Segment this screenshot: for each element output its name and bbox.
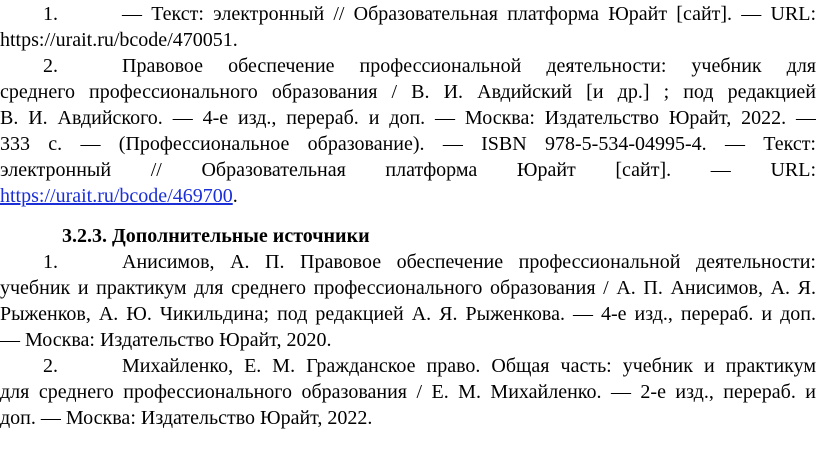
source-item-2-line-6 — [0, 183, 816, 209]
source-item-number: 1. — [43, 3, 58, 25]
additional-item-1-line-1 — [0, 249, 816, 275]
source-link-trailing: . — [232, 185, 238, 207]
additional-item-text: Анисимов, А. П. Правовое обеспечение профессиональной деятельности: — [122, 251, 816, 273]
source-item-1-line-2: https://urait.ru/bcode/470051. — [0, 29, 238, 51]
additional-item-text: Михайленко, Е. М. Гражданское право. Общая часть: учебник и практикум — [122, 355, 816, 377]
source-link[interactable]: https://urait.ru/bcode/469700 — [0, 185, 233, 207]
source-item-2-line-4: 333 с. — (Профессиональное образование). — ISBN 978-5-534-04995-4. — Текст: — [0, 133, 816, 155]
additional-item-1-line-3: Рыженков, А. Ю. Чикильдина; под редакцией А. Я. Рыженкова. — 4-е изд., перераб. и доп. — [0, 303, 816, 325]
additional-item-2-line-3: доп. — Москва: Издательство Юрайт, 2022. — [0, 407, 373, 429]
additional-item-1-line-4: — Москва: Издательство Юрайт, 2020. — [0, 329, 332, 351]
source-item-2-line-3: В. И. Авдийского. — 4-е изд., перераб. и доп. — Москва: Издательство Юрайт, 2022. — — [0, 107, 816, 129]
source-item-number: 2. — [43, 55, 58, 77]
section-heading: 3.2.3. Дополнительные источники — [62, 225, 370, 247]
source-item-text: — Текст: электронный // Образовательная платформа Юрайт [сайт]. — URL: — [122, 3, 816, 25]
source-item-text: Правовое обеспечение профессиональной деятельности: учебник для — [122, 55, 816, 77]
additional-item-2-line-1 — [0, 353, 816, 379]
additional-item-2-line-2: для среднего профессионального образования / Е. М. Михайленко. — 2-е изд., перераб. и — [0, 381, 816, 403]
source-item-2-line-5: электронный // Образовательная платформа Юрайт [сайт]. — URL: — [0, 159, 816, 181]
additional-item-1-line-2: учебник и практикум для среднего профессионального образования / А. П. Анисимов, А. Я. — [0, 277, 816, 299]
source-item-2-line-2: среднего профессионального образования / В. И. Авдийский [и др.] ; под редакцией — [0, 81, 816, 103]
additional-item-number: 1. — [43, 251, 58, 273]
source-item-2-line-1 — [0, 53, 816, 79]
additional-item-number: 2. — [43, 355, 58, 377]
source-item-1-line-1 — [0, 1, 816, 27]
